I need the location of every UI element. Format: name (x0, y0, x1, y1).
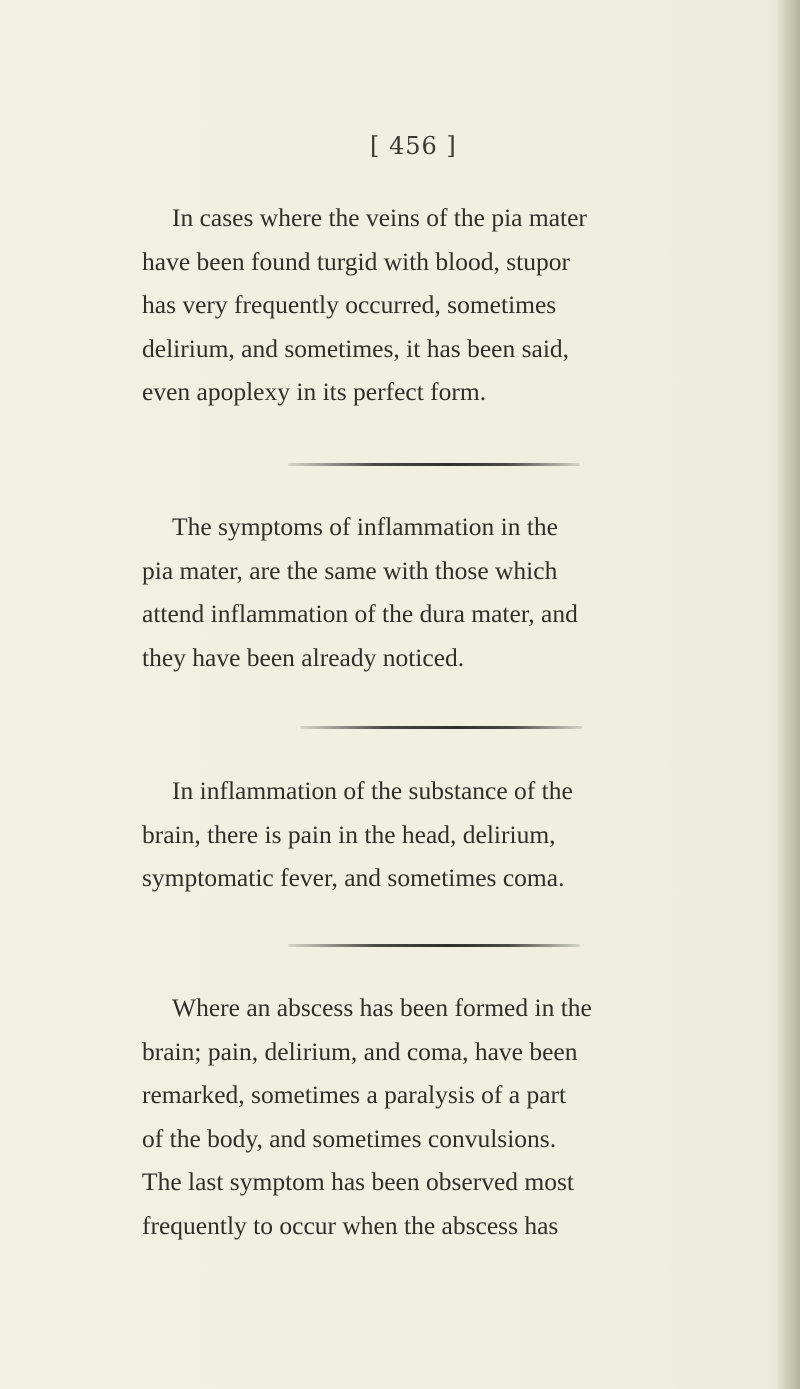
page-edge-shadow (778, 0, 800, 1389)
paragraph-line: attend inflammation of the dura mater, and (142, 599, 578, 628)
paragraph-3 (142, 769, 762, 900)
paragraph-1 (142, 196, 762, 414)
paragraph-line: Where an abscess has been formed in the (172, 993, 592, 1022)
paragraph-line: symptomatic fever, and sometimes coma. (142, 863, 565, 892)
paragraph-line: pia mater, are the same with those which (142, 555, 558, 585)
paragraph-line: delirium, and sometimes, it has been said, (142, 333, 570, 363)
paragraph-line: remarked, sometimes a paralysis of a part (142, 1080, 567, 1109)
paragraph-line: brain, there is pain in the head, delirium, (142, 819, 556, 849)
paragraph-line: frequently to occur when the abscess has (142, 1210, 559, 1240)
paragraph-line: brain; pain, delirium, and coma, have been (142, 1036, 578, 1066)
paragraph-line: of the body, and sometimes convulsions. (142, 1123, 557, 1153)
section-divider (288, 463, 580, 466)
paragraph-2 (142, 505, 762, 679)
paragraph-line: even apoplexy in its perfect form. (142, 377, 487, 406)
paragraph-line: have been found turgid with blood, stupor (142, 246, 571, 276)
paragraph-line: The last symptom has been observed most (142, 1167, 575, 1196)
paragraph-4 (142, 986, 762, 1247)
paragraph-line: has very frequently occurred, sometimes (142, 290, 557, 319)
paragraph-line: The symptoms of inflammation in the (172, 512, 558, 541)
section-divider (288, 944, 580, 947)
section-divider (300, 726, 582, 729)
paragraph-line: In inflammation of the substance of the (172, 776, 573, 805)
paragraph-line: they have been already noticed. (142, 642, 465, 672)
paragraph-line: In cases where the veins of the pia mater (172, 203, 587, 232)
page-number: [ 456 ] (370, 132, 457, 160)
